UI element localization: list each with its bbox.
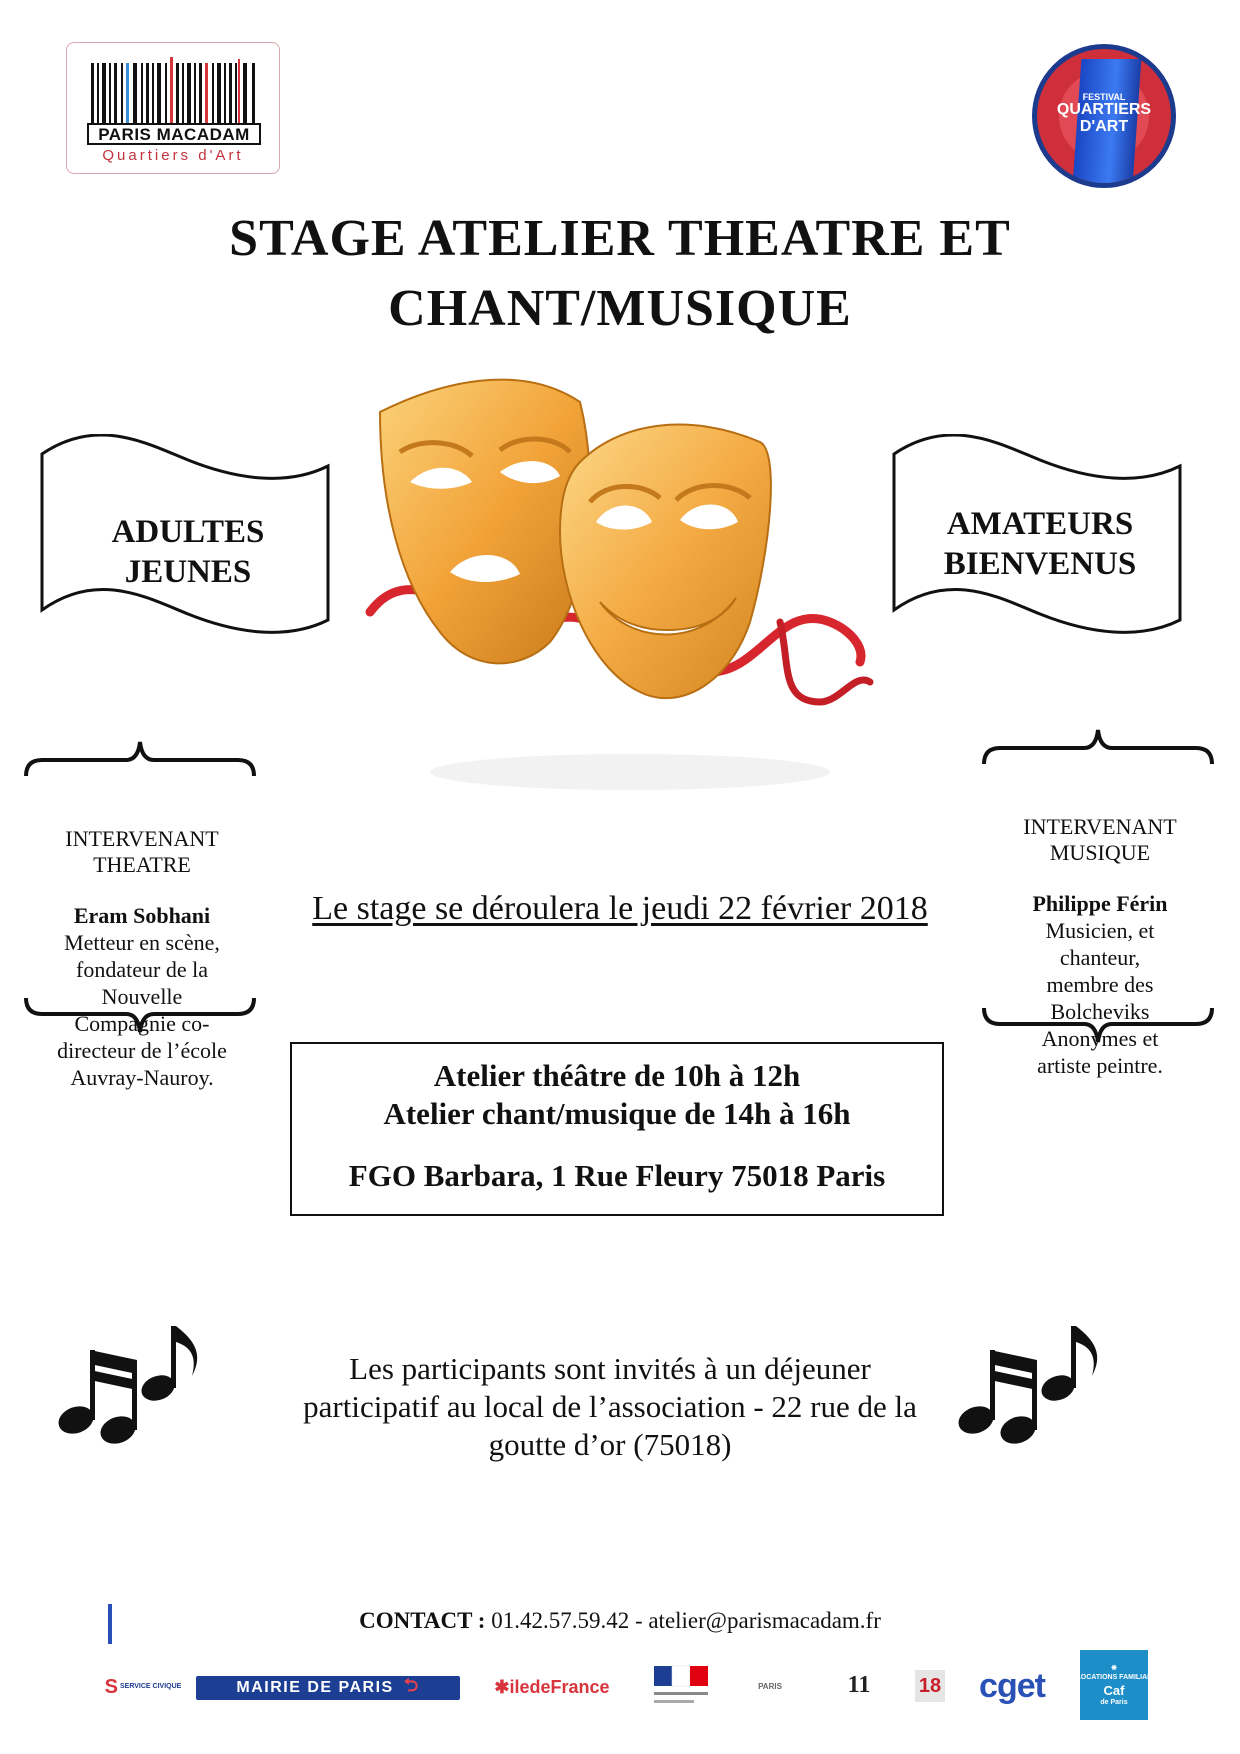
ile-de-france-logo <box>482 1674 622 1700</box>
intervenant-name: Philippe Férin <box>1032 891 1168 916</box>
service-civique-text: SERVICE CIVIQUE <box>120 1683 182 1690</box>
cget-text: cget <box>979 1666 1045 1705</box>
mairie-18-text: 18 <box>918 1674 942 1697</box>
service-civique-mark: S <box>104 1675 118 1698</box>
lunch-line-2: participatif au local de l’association - 22 rue de la <box>303 1389 917 1424</box>
paris-macadam-subtitle: Quartiers d'Art <box>102 147 244 164</box>
bio-line: fondateur de la <box>76 957 208 982</box>
role-line-2: THEATRE <box>93 852 191 877</box>
banner-left-line-2: JEUNES <box>124 554 252 590</box>
theatre-masks-icon <box>360 372 880 802</box>
stage-date: Le stage se déroulera le jeudi 22 février 2018 <box>312 890 928 927</box>
idf-text: iledeFrance <box>509 1676 610 1697</box>
music-notes-icon <box>54 1320 214 1450</box>
mairie-11-text: 11 <box>847 1671 871 1698</box>
schedule-location: FGO Barbara, 1 Rue Fleury 75018 Paris <box>348 1158 886 1193</box>
mairie-arrow-icon: ⮌ <box>403 1675 420 1695</box>
bio-line: Anonymes et <box>1041 1026 1159 1051</box>
caf-emblem-icon: ❋ <box>1111 1664 1117 1672</box>
festival-quartiers-dart-logo <box>1032 44 1176 188</box>
sponsor-logos <box>100 1650 1160 1720</box>
bio-line: membre des <box>1046 972 1154 997</box>
paris-logo-text: PARIS <box>758 1681 782 1691</box>
schedule-chant: Atelier chant/musique de 14h à 16h <box>383 1096 851 1131</box>
mairie-18-logo <box>915 1670 945 1702</box>
banner-right-line-1: AMATEURS <box>946 506 1134 542</box>
amateurs-banner <box>890 434 1190 664</box>
service-civique-logo <box>104 1674 182 1700</box>
bio-line: Compagnie co- <box>74 1011 210 1036</box>
mairie-de-paris-logo <box>196 1676 460 1700</box>
cget-logo <box>962 1668 1062 1704</box>
bio-line: artiste peintre. <box>1037 1053 1163 1078</box>
contact-line <box>0 1608 1240 1634</box>
lunch-line-1: Les participants sont invités à un déjeuner <box>349 1351 871 1386</box>
page-title <box>0 204 1240 344</box>
caf-small-text: ALLOCATIONS FAMILIALES <box>1067 1673 1161 1681</box>
bio-line: Metteur en scène, <box>64 930 220 955</box>
paris-macadam-name: PARIS MACADAM <box>87 123 261 145</box>
republique-francaise-logo <box>650 1662 716 1710</box>
caf-logo <box>1067 1650 1161 1720</box>
bio-line: directeur de l’école <box>57 1038 227 1063</box>
mairie-de-paris-text: MAIRIE DE PARIS <box>236 1679 394 1696</box>
intervenant-theatre-panel <box>22 730 262 1130</box>
festival-name-line1: QUARTIERS <box>1056 101 1152 119</box>
festival-name-line2: D'ART <box>1079 118 1129 136</box>
idf-star-icon: ✱ <box>494 1676 510 1697</box>
barcode-icon <box>87 57 261 125</box>
role-line-1: INTERVENANT <box>65 826 219 851</box>
bio-line: Bolcheviks <box>1050 999 1150 1024</box>
contact-label: CONTACT : <box>359 1608 486 1633</box>
intervenant-musique-panel <box>980 718 1220 1118</box>
title-line-1: STAGE ATELIER THEATRE ET <box>229 210 1011 267</box>
intervenant-bio <box>22 929 262 1091</box>
contact-value: 01.42.57.59.42 - atelier@parismacadam.fr <box>491 1608 881 1633</box>
caf-text: Caf <box>1103 1682 1125 1698</box>
role-line-2: MUSIQUE <box>1049 840 1151 865</box>
intervenant-name: Eram Sobhani <box>73 903 211 928</box>
intervenant-bio <box>980 917 1220 1079</box>
schedule-box <box>290 1042 944 1216</box>
festival-label: FESTIVAL <box>1082 92 1126 102</box>
paris-macadam-logo <box>66 42 280 174</box>
audience-banner <box>38 434 338 664</box>
paris-logo <box>740 1666 800 1706</box>
lunch-info <box>240 1350 980 1464</box>
caf-city-text: de Paris <box>1100 1698 1128 1706</box>
bio-line: chanteur, <box>1059 945 1141 970</box>
banner-right-line-2: BIENVENUS <box>943 546 1137 582</box>
role-line-1: INTERVENANT <box>1023 814 1177 839</box>
mairie-11-logo <box>818 1668 900 1702</box>
schedule-theatre: Atelier théâtre de 10h à 12h <box>433 1058 801 1093</box>
banner-left-line-1: ADULTES <box>111 514 265 550</box>
lunch-line-3: goutte d’or (75018) <box>488 1427 732 1462</box>
bio-line: Nouvelle <box>101 984 183 1009</box>
bio-line: Auvray-Nauroy. <box>70 1065 214 1090</box>
title-line-2: CHANT/MUSIQUE <box>388 280 852 337</box>
bio-line: Musicien, et <box>1045 918 1155 943</box>
